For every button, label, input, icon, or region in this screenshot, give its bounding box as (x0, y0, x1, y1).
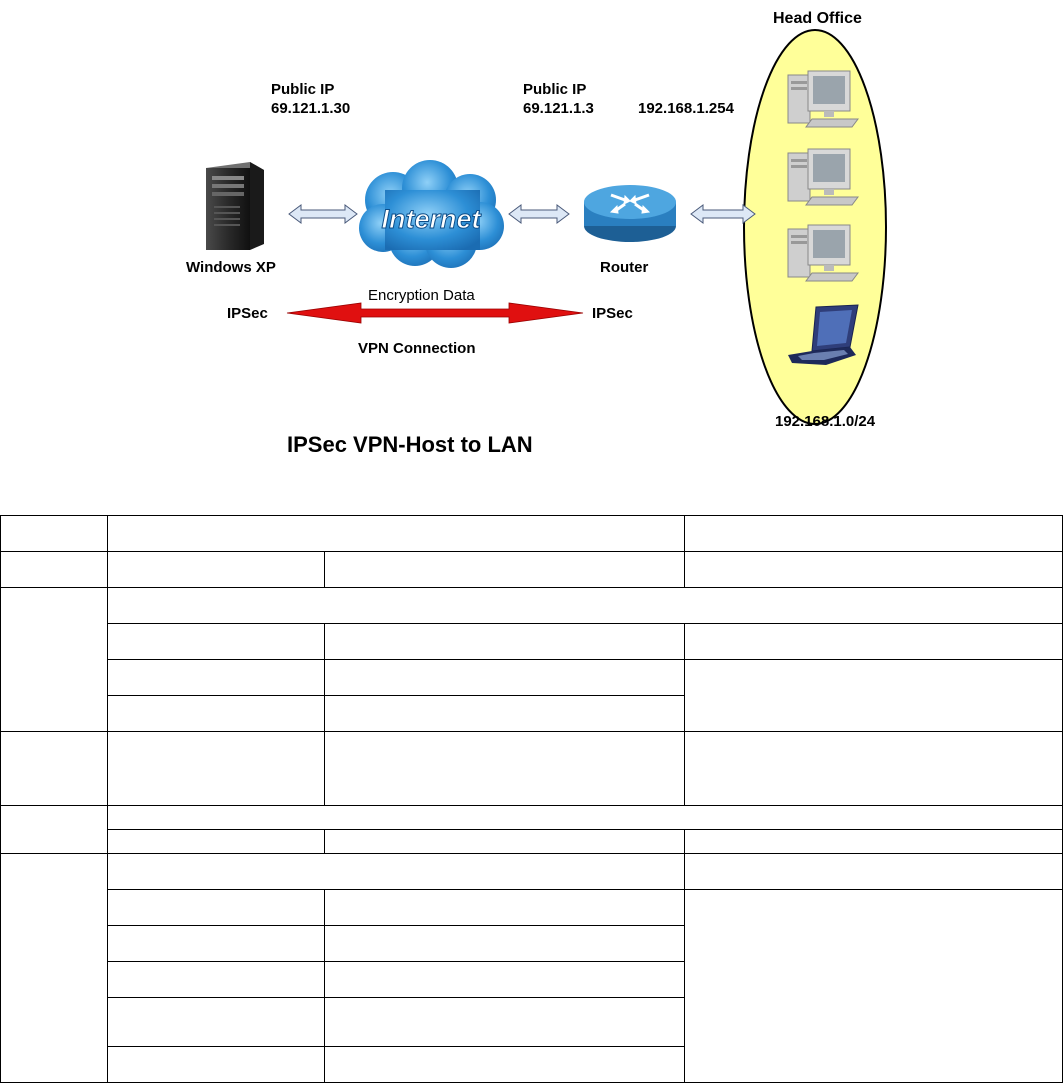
table-subrow-separator (107, 961, 684, 962)
table-col-divider-2 (324, 551, 325, 587)
double-arrow-icon (690, 204, 756, 224)
table-border-bottom (0, 1082, 1063, 1083)
ipsec-right-label: IPSec (592, 305, 633, 322)
router-icon (581, 182, 679, 244)
desktop-pc-icon (786, 221, 862, 283)
table-col-divider-2 (324, 829, 325, 853)
table-col-divider-2 (324, 731, 325, 805)
table-col-divider-2 (324, 889, 325, 1083)
host-label: Windows XP (186, 259, 276, 276)
table-subrow-separator (107, 829, 1063, 830)
double-arrow-icon (288, 204, 358, 224)
table-border-left (0, 515, 1, 1083)
table-subrow-separator (107, 623, 1063, 624)
table-row-separator (0, 805, 1063, 806)
desktop-pc-icon (786, 67, 862, 129)
table-row-separator (0, 853, 1063, 854)
diagram-title: IPSec VPN-Host to LAN (287, 432, 533, 457)
table-subrow-separator (107, 889, 1063, 890)
desktop-pc-icon (786, 145, 862, 207)
double-arrow-icon (508, 204, 570, 224)
table-row-separator (0, 551, 1063, 552)
table-border-top (0, 515, 1063, 516)
table-subrow-separator (107, 1046, 684, 1047)
head-office-label: Head Office (773, 10, 862, 27)
router-label: Router (600, 259, 649, 276)
table-row-separator (0, 587, 1063, 588)
table-subrow-separator (107, 695, 684, 696)
internet-label: Internet (381, 204, 481, 234)
router-lan-ip: 192.168.1.254 (638, 100, 734, 117)
table-subrow-separator (107, 997, 684, 998)
remote-public-ip-label: Public IP (271, 81, 335, 98)
table-subrow-separator (107, 659, 1063, 660)
table-col-divider-3 (684, 515, 685, 551)
table-col-divider-3 (684, 853, 685, 1083)
table-subrow-separator (107, 925, 684, 926)
vpn-tunnel-arrow (286, 301, 584, 325)
config-table (0, 515, 1063, 1083)
router-public-ip: 69.121.1.3 (523, 100, 594, 117)
lan-subnet-label: 192.168.1.0/24 (775, 413, 876, 430)
table-col-divider-3 (684, 551, 685, 587)
server-tower-icon (198, 162, 268, 250)
table-col-divider-2 (324, 623, 325, 731)
remote-public-ip: 69.121.1.30 (271, 100, 351, 117)
table-col-divider-3 (684, 623, 685, 731)
router-public-ip-label: Public IP (523, 81, 587, 98)
table-col-divider-3 (684, 731, 685, 805)
table-row-separator (0, 731, 1063, 732)
vpn-connection-label: VPN Connection (358, 340, 476, 357)
laptop-icon (784, 303, 864, 373)
encryption-data-label: Encryption Data (368, 287, 475, 304)
table-col-divider-3 (684, 829, 685, 853)
ipsec-left-label: IPSec (227, 305, 268, 322)
internet-cloud-icon (355, 160, 507, 270)
